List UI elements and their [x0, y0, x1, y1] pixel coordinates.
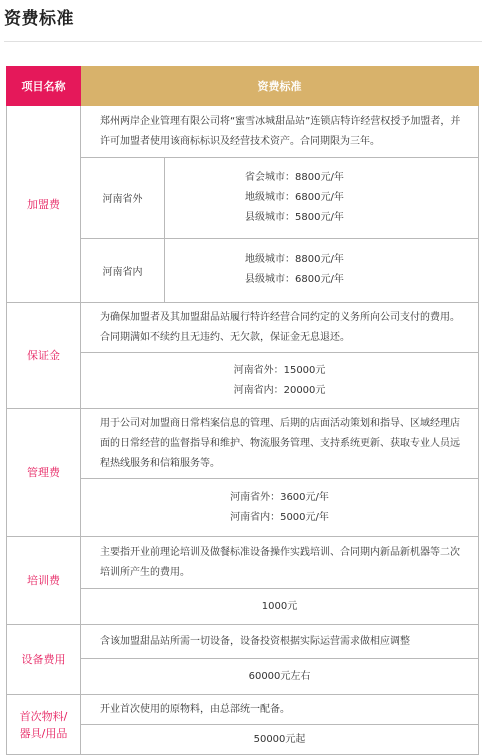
category-equipment: 设备费用 [7, 625, 81, 695]
category-training: 培训费 [7, 537, 81, 625]
training-amount-cell [81, 589, 479, 625]
table-row [7, 303, 479, 353]
join-fee-region-table [81, 158, 478, 302]
management-line: 河南省外：3600元/年 [230, 491, 329, 503]
header-item-name: 项目名称 [7, 67, 81, 106]
training-description: 主要指开业前理论培训及做餐标准设备操作实践培训、合同期内新品新机器等二次培训所产生的费用。 [100, 546, 460, 578]
management-amount-cell [81, 479, 479, 537]
region-row-inside [81, 238, 478, 302]
price-line: 县级城市：5800元/年 [245, 211, 344, 223]
price-line: 省会城市：8800元/年 [245, 171, 344, 183]
region-row-outside [81, 158, 478, 238]
join-fee-description-cell [81, 106, 479, 158]
deposit-description-cell [81, 303, 479, 353]
category-deposit: 保证金 [7, 303, 81, 409]
table-row [7, 695, 479, 725]
management-line: 河南省内：5000元/年 [230, 511, 329, 523]
price-line: 县级城市：6800元/年 [245, 274, 344, 286]
region-inside-label: 河南省内 [81, 238, 165, 302]
table-header-row [7, 67, 479, 106]
deposit-line: 河南省外：15000元 [233, 364, 326, 376]
region-inside-prices [165, 238, 479, 302]
supplies-amount-cell [81, 725, 479, 755]
join-fee-description: 郑州两岸企业管理有限公司将“蜜雪冰城甜品站”连锁店特许经营权授予加盟者，并许可加盟者使用该商标标识及经营技术资产。合同期限为三年。 [100, 115, 461, 147]
category-management: 管理费 [7, 409, 81, 537]
supplies-amount: 50000元起 [253, 733, 306, 745]
category-supplies [7, 695, 81, 755]
table-row [7, 625, 479, 659]
table-row [7, 106, 479, 158]
price-line: 地级城市：6800元/年 [245, 191, 344, 203]
join-fee-region-cell [81, 158, 479, 303]
table-row [7, 409, 479, 479]
equipment-amount: 60000元左右 [248, 670, 311, 682]
region-outside-prices [165, 158, 479, 238]
supplies-description-cell [81, 695, 479, 725]
fee-table [6, 66, 479, 755]
management-description: 用于公司对加盟商日常档案信息的管理、后期的店面活动策划和指导、区域经理店面的日常经营的监督指导和维护、物流服务管理、支持系统更新、获取专业人员远程热线服务和信箱服务等。 [100, 417, 460, 469]
page-title: 资费标准 [4, 9, 74, 29]
training-amount: 1000元 [261, 600, 298, 612]
region-outside-label: 河南省外 [81, 158, 165, 238]
equipment-amount-cell [81, 659, 479, 695]
price-line: 地级城市：8800元/年 [245, 254, 344, 266]
category-supplies-line2: 器具/用品 [19, 726, 68, 740]
deposit-line: 河南省内：20000元 [233, 384, 326, 396]
table-row [7, 537, 479, 589]
deposit-amount-cell [81, 353, 479, 409]
management-description-cell [81, 409, 479, 479]
category-join-fee: 加盟费 [7, 106, 81, 303]
header-fee-standard: 资费标准 [81, 67, 479, 106]
deposit-description: 为确保加盟者及其加盟甜品站履行特许经营合同约定的义务所向公司支付的费用。合同期满如不续约且无违约、无欠款，保证金无息退还。 [100, 311, 460, 343]
title-divider [4, 41, 482, 42]
equipment-description-cell [81, 625, 479, 659]
training-description-cell [81, 537, 479, 589]
supplies-description: 开业首次使用的原物料，由总部统一配备。 [100, 703, 290, 715]
category-supplies-line1: 首次物料/ [19, 709, 68, 723]
equipment-description: 含该加盟甜品站所需一切设备，设备投资根据实际运营需求做相应调整 [100, 635, 410, 647]
